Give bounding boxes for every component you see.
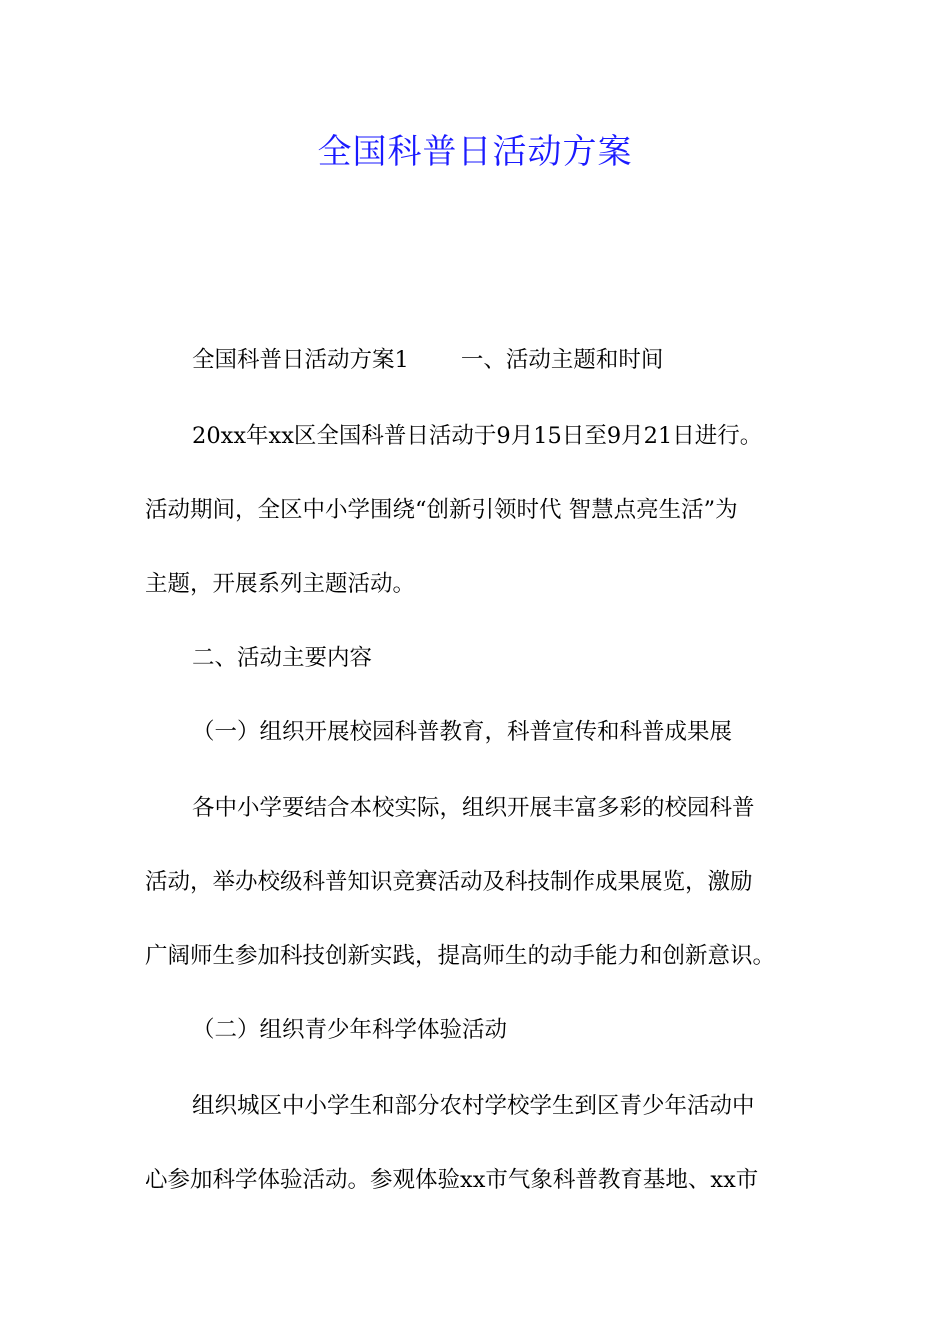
paragraph-line-4: 主题，开展系列主题活动。 bbox=[145, 571, 416, 597]
paragraph-line-9: 广阔师生参加科技创新实践，提高师生的动手能力和创新意识。 bbox=[145, 943, 776, 969]
plan-number-label: 全国科普日活动方案1 bbox=[192, 347, 409, 373]
section-heading-theme-time: 一、活动主题和时间 bbox=[460, 347, 664, 373]
subsection-heading-1: （一）组织开展校园科普教育，科普宣传和科普成果展 bbox=[192, 719, 733, 745]
paragraph-line-8: 活动，举办校级科普知识竞赛活动及科技制作成果展览，激励 bbox=[145, 869, 753, 895]
section-heading-main-content: 二、活动主要内容 bbox=[192, 645, 373, 671]
paragraph-line-7: 各中小学要结合本校实际，组织开展丰富多彩的校园科普 bbox=[192, 795, 755, 821]
subsection-heading-2: （二）组织青少年科学体验活动 bbox=[192, 1017, 508, 1043]
paragraph-line-3: 活动期间，全区中小学围绕“创新引领时代 智慧点亮生活”为 bbox=[145, 497, 738, 523]
paragraph-line-12: 心参加科学体验活动。参观体验xx市气象科普教育基地、xx市 bbox=[145, 1167, 759, 1193]
paragraph-line-11: 组织城区中小学生和部分农村学校学生到区青少年活动中 bbox=[192, 1093, 755, 1119]
paragraph-line-2: 20xx年xx区全国科普日活动于9月15日至9月21日进行。 bbox=[192, 423, 763, 449]
paragraph-line-1 bbox=[145, 340, 872, 380]
document-title: 全国科普日活动方案 bbox=[317, 132, 633, 172]
